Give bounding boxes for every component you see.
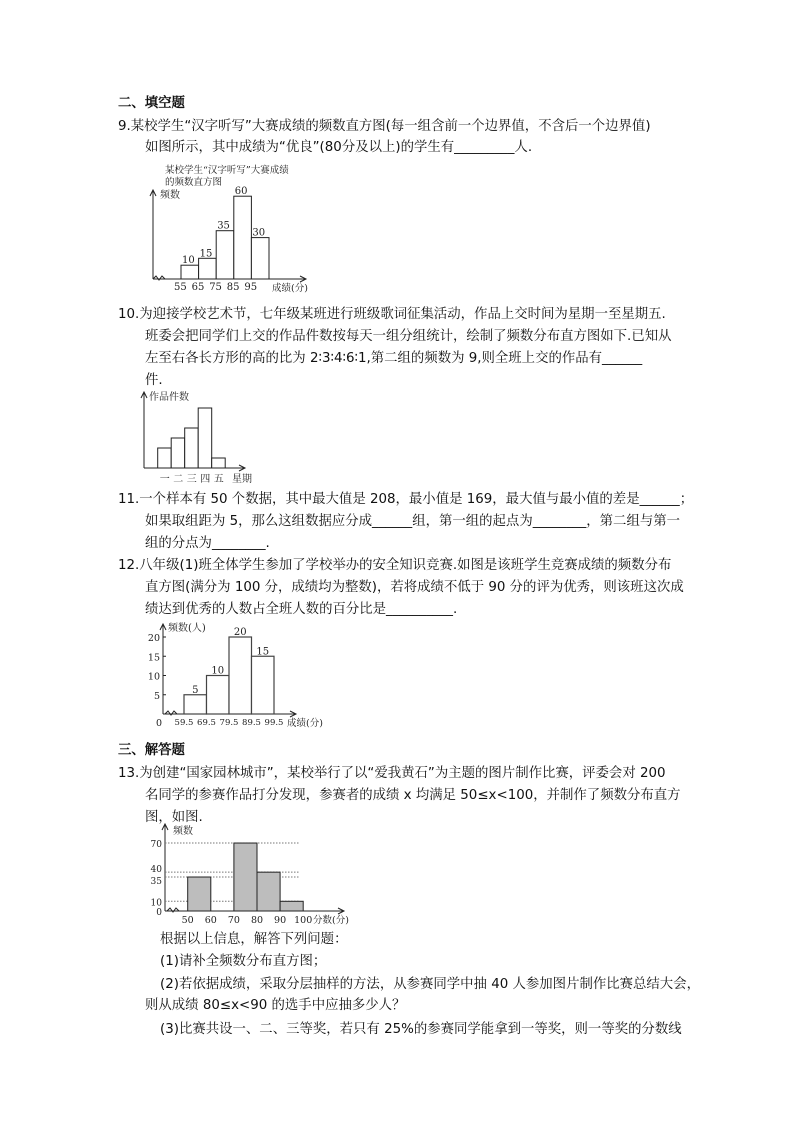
q10-line1: 10.为迎接学校艺术节，七年级某班进行班级歌词征集活动，作品上交时间为星期一至星期五. (118, 307, 666, 322)
chart3-x-tick: 59.5 (174, 718, 194, 728)
q10-line4: 件. (145, 373, 163, 388)
chart3-x-tick: 69.5 (197, 718, 216, 728)
chart4-y-tick: 35 (150, 877, 162, 888)
chart1-title: 的频数直方图 (165, 177, 223, 188)
chart2-x-tick: 三 (186, 474, 197, 485)
chart4-y-tick: 70 (150, 840, 162, 851)
chart1-x-label: 成绩(分) (272, 283, 308, 294)
chart3-y-label: 频数(人) (168, 623, 206, 634)
chart2-bar (198, 408, 212, 468)
q13-part2-cont: 则从成绩 80≤x<90 的选手中应抽多少人？ (145, 998, 406, 1013)
chart1-x-tick: 85 (226, 282, 240, 293)
chart3-bar (207, 676, 230, 715)
chart4-y-tick: 0 (156, 908, 162, 918)
q12-line2: 直方图(满分为 100 分，成绩均为整数)，若将成绩不低于 90 分的评为优秀，则该班这次成 (145, 580, 684, 595)
chart4-x-tick: 90 (274, 915, 287, 926)
chart1-data-label: 35 (217, 220, 230, 232)
chart3-data-label: 10 (211, 665, 225, 677)
section3-heading: 三、解答题 (118, 743, 185, 758)
chart2-x-label: 星期 (232, 474, 252, 485)
section2-heading: 二、填空题 (118, 96, 185, 111)
chart1-x-tick: 55 (174, 282, 187, 293)
chart2-y-label: 作品件数 (149, 392, 189, 403)
chart1-data-label: 60 (234, 186, 248, 198)
chart1-bar (199, 258, 217, 279)
chart2-x-tick: 二 (173, 474, 184, 485)
q11-line3: 组的分点为________. (145, 536, 270, 551)
chart4-y-tick: 40 (150, 865, 162, 876)
q9-line1: 9.某校学生“汉字听写”大赛成绩的频数直方图(每一组含前一个边界值，不含后一个边界值) (118, 119, 651, 134)
q13-line3: 图，如图. (145, 810, 203, 825)
chart3-x-tick: 79.5 (219, 718, 239, 728)
chart2-bar (171, 438, 185, 468)
q10-line2: 班委会把同学们上交的作品件数按每天一组分组统计，绘制了频数分布直方图如下.已知从 (145, 329, 672, 344)
chart1-x-tick: 75 (209, 282, 222, 293)
q11-line2: 如果取组距为 5，那么这组数据应分成______组，第一组的起点为________，第二组与第一 (145, 514, 681, 529)
chart3-x-label: 成绩(分) (287, 718, 323, 729)
chart2-x-tick: 一 (159, 474, 170, 485)
q10-line3: 左至右各长方形的高的比为 2∶3∶4∶6∶1,第二组的频数为 9,则全班上交的作品有______ (145, 351, 643, 366)
q13-intro: 根据以上信息，解答下列问题： (160, 932, 348, 947)
chart1-bar (251, 238, 269, 279)
chart4-bar (280, 901, 303, 911)
chart2-bar (185, 428, 199, 468)
q13-part3: (3)比赛共设一、二、三等奖，若只有 25%的参赛同学能拿到一等奖，则一等奖的分数线 (160, 1022, 682, 1037)
chart1-bar (234, 196, 252, 279)
chart3-y-tick: 5 (153, 690, 160, 702)
chart3-data-label: 15 (256, 646, 270, 658)
chart2-bar (212, 458, 226, 468)
q13-part2: (2)若依据成绩，采取分层抽样的方法，从参赛同学中抽 40 人参加图片制作比赛总结大会， (160, 977, 700, 992)
chart4-x-label: 分数(分) (313, 915, 349, 926)
q13-part1: (1)请补全频数分布直方图； (160, 954, 327, 969)
chart1-data-label: 10 (182, 255, 195, 267)
chart2-x-tick: 五 (213, 474, 224, 485)
chart4-bar (234, 843, 257, 911)
chart3-bar (184, 695, 207, 714)
chart4-x-tick: 100 (294, 915, 313, 926)
chart3-x-tick: 99.5 (264, 718, 284, 728)
chart4-y-label: 频数 (173, 826, 193, 837)
chart1-y-label: 频数 (160, 190, 180, 201)
chart3-bar (252, 656, 275, 714)
chart1-x-tick: 65 (191, 282, 205, 293)
chart3-x-tick: 89.5 (242, 718, 261, 728)
chart2-x-tick: 四 (200, 474, 211, 485)
chart4-y-tick: 10 (150, 898, 162, 909)
chart4-x-tick: 80 (250, 915, 264, 926)
chart2-bar (158, 448, 172, 468)
chart3-y-tick: 10 (147, 671, 160, 683)
chart3-y-tick: 20 (147, 633, 160, 644)
chart3-origin-label: 0 (156, 718, 163, 729)
q11-line1: 11.一个样本有 50 个数据，其中最大值是 208，最小值是 169，最大值与最小值的差是______； (118, 492, 694, 507)
chart3-data-label: 5 (192, 684, 199, 696)
chart1-title: 某校学生“汉字听写”大赛成绩 (165, 165, 289, 176)
q12-line3: 绩达到优秀的人数占全班人数的百分比是__________. (145, 602, 458, 617)
chart1-data-label: 15 (199, 248, 213, 260)
chart4-x-tick: 70 (227, 915, 240, 926)
chart1-data-label: 30 (252, 227, 266, 239)
chart4-x-tick: 60 (204, 915, 217, 926)
q12-line1: 12.八年级(1)班全体学生参加了学校举办的安全知识竞赛.如图是该班学生竞赛成绩的频数分布 (118, 558, 672, 573)
chart4-x-tick: 50 (181, 915, 194, 926)
q13-line2: 名同学的参赛作品打分发现，参赛者的成绩 x 均满足 50≤x<100，并制作了频数分布直方 (145, 788, 681, 803)
chart3-data-label: 20 (233, 627, 247, 638)
chart1-x-tick: 95 (244, 282, 258, 293)
chart1-bar (216, 231, 234, 279)
chart3-y-tick: 15 (147, 652, 160, 664)
q13-line1: 13.为创建“国家园林城市”，某校举行了以“爱我黄石”为主题的图片制作比赛，评委会对 200 (118, 766, 666, 781)
chart4-bar (257, 872, 280, 911)
chart3-bar (229, 637, 252, 714)
chart1-bar (181, 265, 199, 279)
chart4-bar (188, 877, 211, 911)
q9-line2: 如图所示，其中成绩为“优良”(80分及以上)的学生有_________人. (145, 140, 533, 155)
